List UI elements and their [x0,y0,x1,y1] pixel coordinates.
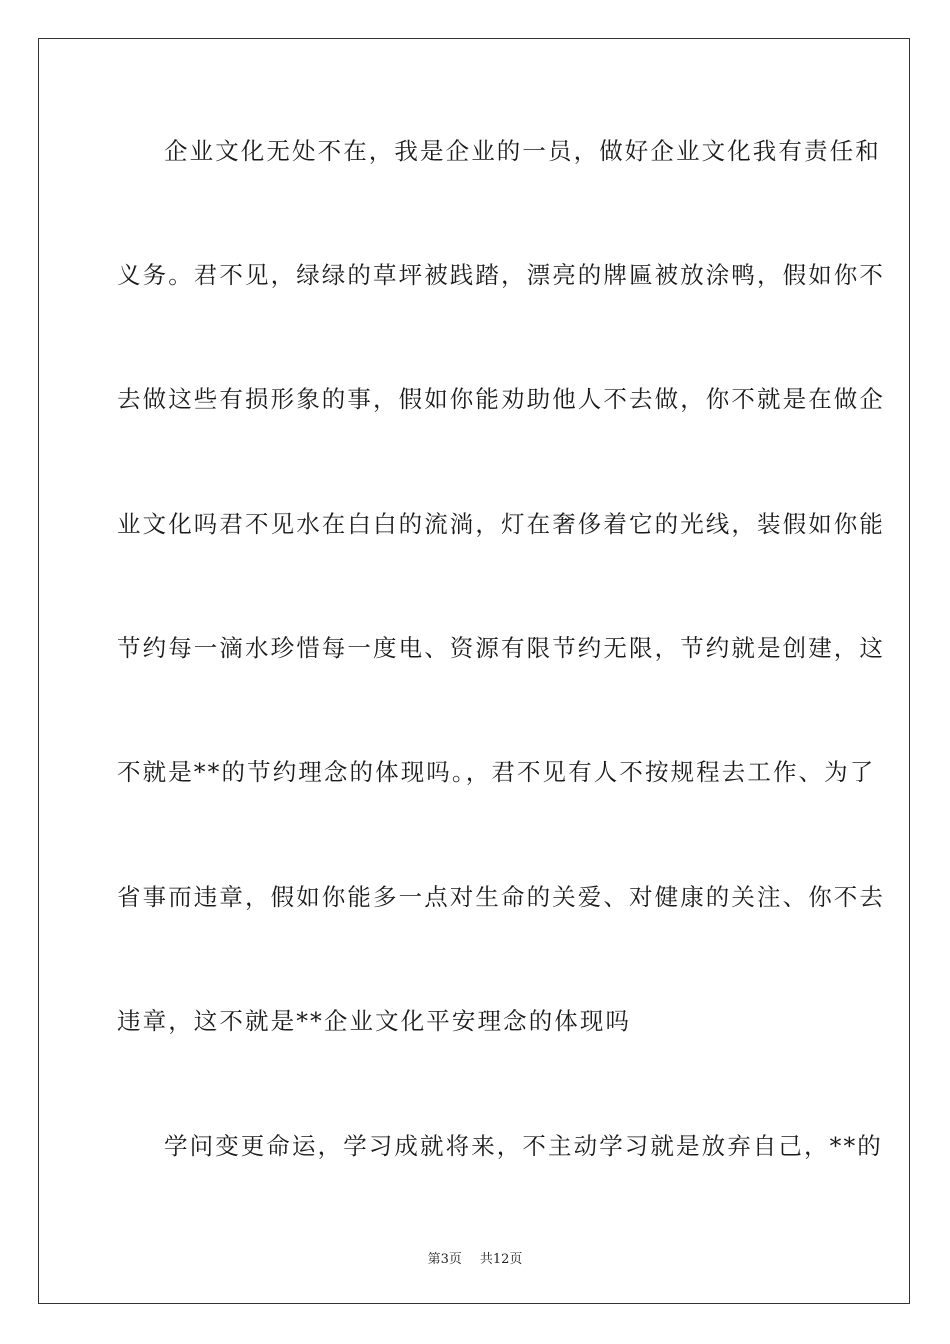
page-total: 共12页 [479,1252,523,1267]
text-line-6: 不就是**的节约理念的体现吗。，君不见有人不按规程去工作、为了 [117,758,876,786]
text-line-1: 企业文化无处不在，我是企业的一员，做好企业文化我有责任和 [164,137,881,165]
text-line-8: 违章，这不就是**企业文化平安理念的体现吗 [117,1007,632,1035]
page-number: 第3页 [427,1252,462,1267]
page-footer [0,1248,950,1267]
text-line-7: 省事而违章，假如你能多一点对生命的关爱、对健康的关注、你不去 [117,883,885,911]
text-line-4: 业文化吗君不见水在白白的流淌，灯在奢侈着它的光线，装假如你能 [117,510,885,538]
text-line-3: 去做这些有损形象的事，假如你能劝助他人不去做，你不就是在做企 [117,385,885,413]
page-border [38,38,910,1304]
text-line-9: 学问变更命运，学习成就将来，不主动学习就是放弃自己，**的 [164,1132,883,1160]
text-line-2: 义务。君不见，绿绿的草坪被践踏，漂亮的牌匾被放涂鸭，假如你不 [117,261,885,289]
text-line-5: 节约每一滴水珍惜每一度电、资源有限节约无限，节约就是创建，这 [117,634,885,662]
